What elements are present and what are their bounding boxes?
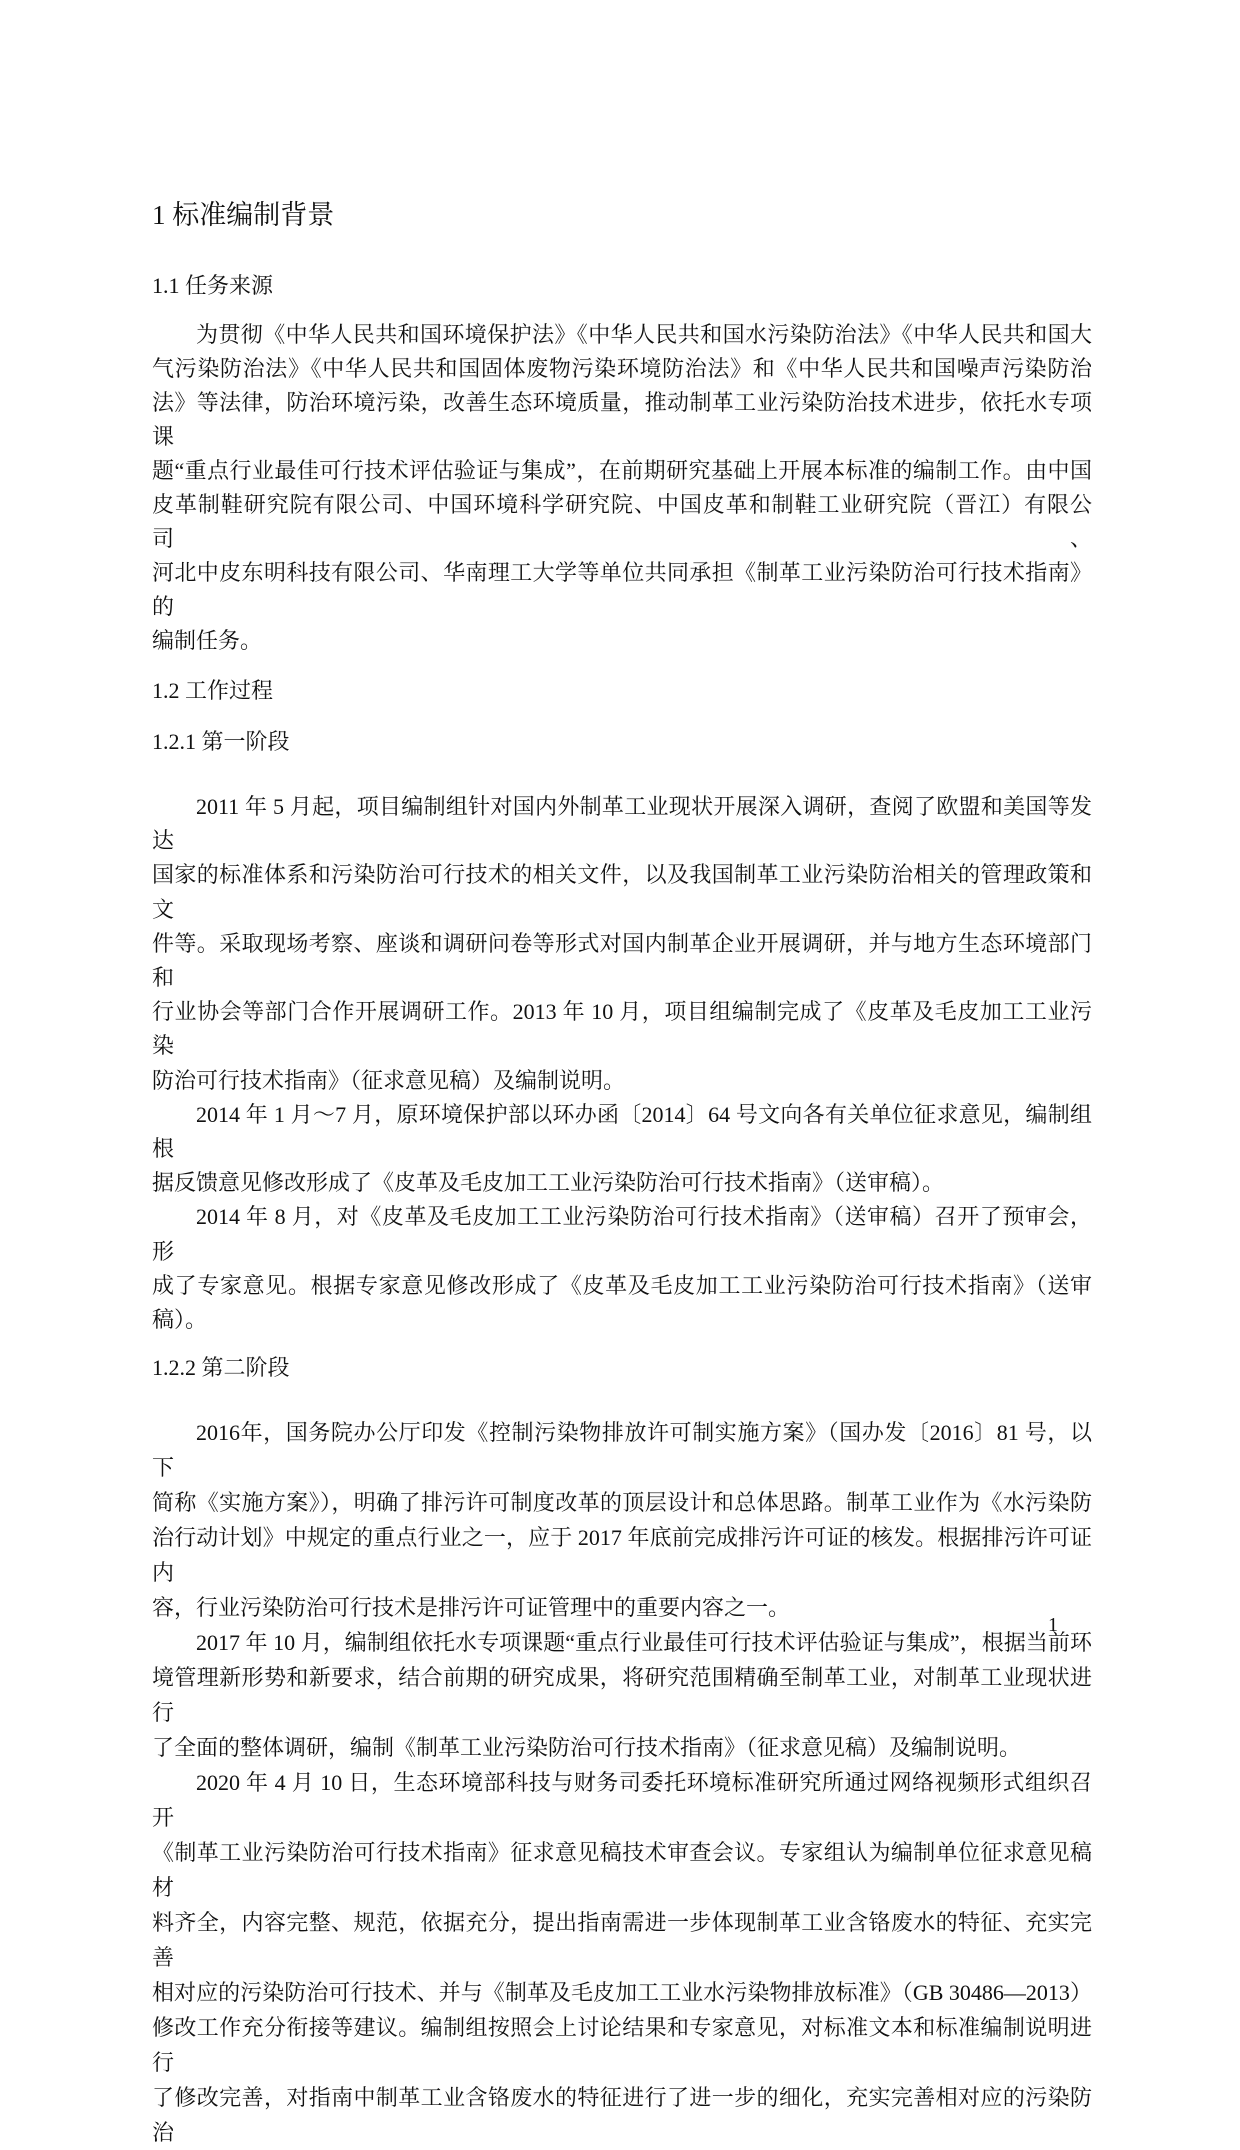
paragraph-line: 气污染防治法》《中华人民共和国固体废物污染环境防治法》和《中华人民共和国噪声污染防治	[152, 356, 1092, 381]
page-number: 1	[1048, 1614, 1058, 1636]
paragraph-line: 境管理新形势和新要求，结合前期的研究成果，将研究范围精确至制革工业，对制革工业现状进行	[152, 1665, 1092, 1726]
paragraph-line: 2011 年 5 月起，项目编制组针对国内外制革工业现状开展深入调研，查阅了欧盟和美国等发达	[152, 794, 1092, 854]
paragraph-line: 了全面的整体调研，编制《制革工业污染防治可行技术指南》（征求意见稿）及编制说明。	[152, 1735, 1022, 1761]
paragraph-line: 2014 年 8 月，对《皮革及毛皮加工工业污染防治可行技术指南》（送审稿）召开了预审会，形	[152, 1204, 1092, 1264]
paragraph-stage1-2014-aug	[152, 1200, 1092, 1337]
paragraph-stage1-2011	[152, 790, 1092, 1098]
paragraph-line: 简称《实施方案》），明确了排污许可制度改革的顶层设计和总体思路。制革工业作为《水污染防	[152, 1490, 1092, 1516]
heading-1-2: 1.2 工作过程	[152, 678, 274, 703]
paragraph-task-source	[152, 318, 1092, 658]
paragraph-line: 2020 年 4 月 10 日，生态环境部科技与财务司委托环境标准研究所通过网络视频形式组织召开	[152, 1770, 1092, 1831]
paragraph-line: 成了专家意见。根据专家意见修改形成了《皮革及毛皮加工工业污染防治可行技术指南》（送审	[152, 1272, 1092, 1298]
paragraph-line: 2017 年 10 月，编制组依托水专项课题“重点行业最佳可行技术评估验证与集成”，根据当前环	[196, 1630, 1092, 1656]
paragraph-line: 相对应的污染防治可行技术、并与《制革及毛皮加工工业水污染物排放标准》（GB 30486—2013）	[152, 1980, 1092, 2006]
paragraph-line: 容，行业污染防治可行技术是排污许可证管理中的重要内容之一。	[152, 1595, 791, 1621]
paragraph-line: 法》等法律，防治环境污染，改善生态环境质量，推动制革工业污染防治技术进步，依托水专项课	[152, 390, 1092, 449]
paragraph-line: 《制革工业污染防治可行技术指南》征求意见稿技术审查会议。专家组认为编制单位征求意见稿材	[152, 1840, 1092, 1901]
paragraph-line: 河北中皮东明科技有限公司、华南理工大学等单位共同承担《制革工业污染防治可行技术指南》的	[152, 560, 1092, 619]
heading-1-1: 1.1 任务来源	[152, 273, 274, 298]
paragraph-line: 据反馈意见修改形成了《皮革及毛皮加工工业污染防治可行技术指南》（送审稿）。	[152, 1170, 945, 1196]
paragraph-stage1-2014-jan	[152, 1098, 1092, 1201]
heading-1: 1 标准编制背景	[152, 200, 335, 230]
paragraph-line: 2014 年 1 月～7 月，原环境保护部以环办函〔2014〕64 号文向各有关单位征求意见，编制组根	[152, 1101, 1092, 1162]
paragraph-line: 稿）。	[152, 1307, 208, 1333]
document-body	[152, 198, 1092, 2150]
paragraph-line: 修改工作充分衔接等建议。编制组按照会上讨论结果和专家意见，对标准文本和标准编制说明进行	[152, 2015, 1092, 2076]
paragraph-line: 治行动计划》中规定的重点行业之一，应于 2017 年底前完成排污许可证的核发。根据排污许可证内	[152, 1525, 1092, 1586]
paragraph-line: 行业协会等部门合作开展调研工作。2013 年 10 月，项目组编制完成了《皮革及毛皮加工工业污染	[152, 999, 1092, 1059]
paragraph-stage2-2020	[152, 1765, 1092, 2150]
paragraph-line: 编制任务。	[152, 628, 263, 653]
paragraph-line: 为贯彻《中华人民共和国环境保护法》《中华人民共和国水污染防治法》《中华人民共和国大	[196, 322, 1092, 347]
paragraph-line: 防治可行技术指南》（征求意见稿）及编制说明。	[152, 1067, 626, 1093]
paragraph-line: 皮革制鞋研究院有限公司、中国环境科学研究院、中国皮革和制鞋工业研究院（晋江）有限公司、	[152, 492, 1092, 551]
paragraph-line: 题“重点行业最佳可行技术评估验证与集成”，在前期研究基础上开展本标准的编制工作。由中国	[152, 458, 1092, 483]
paragraph-line: 件等。采取现场考察、座谈和调研问卷等形式对国内制革企业开展调研，并与地方生态环境部门和	[152, 930, 1092, 991]
paragraph-stage2-2017	[152, 1625, 1092, 1765]
paragraph-line: 2016年，国务院办公厅印发《控制污染物排放许可制实施方案》（国办发〔2016〕81 号，以下	[152, 1420, 1092, 1481]
heading-1-2-1: 1.2.1 第一阶段	[152, 729, 290, 754]
paragraph-line: 了修改完善，对指南中制革工业含铬废水的特征进行了进一步的细化，充实完善相对应的污染防治	[152, 2085, 1092, 2146]
heading-1-2-2: 1.2.2 第二阶段	[152, 1355, 290, 1381]
paragraph-line: 料齐全，内容完整、规范，依据充分，提出指南需进一步体现制革工业含铬废水的特征、充实完善	[152, 1910, 1092, 1971]
paragraph-stage2-2016	[152, 1415, 1092, 1625]
paragraph-line: 国家的标准体系和污染防治可行技术的相关文件，以及我国制革工业污染防治相关的管理政策和文	[152, 862, 1092, 922]
